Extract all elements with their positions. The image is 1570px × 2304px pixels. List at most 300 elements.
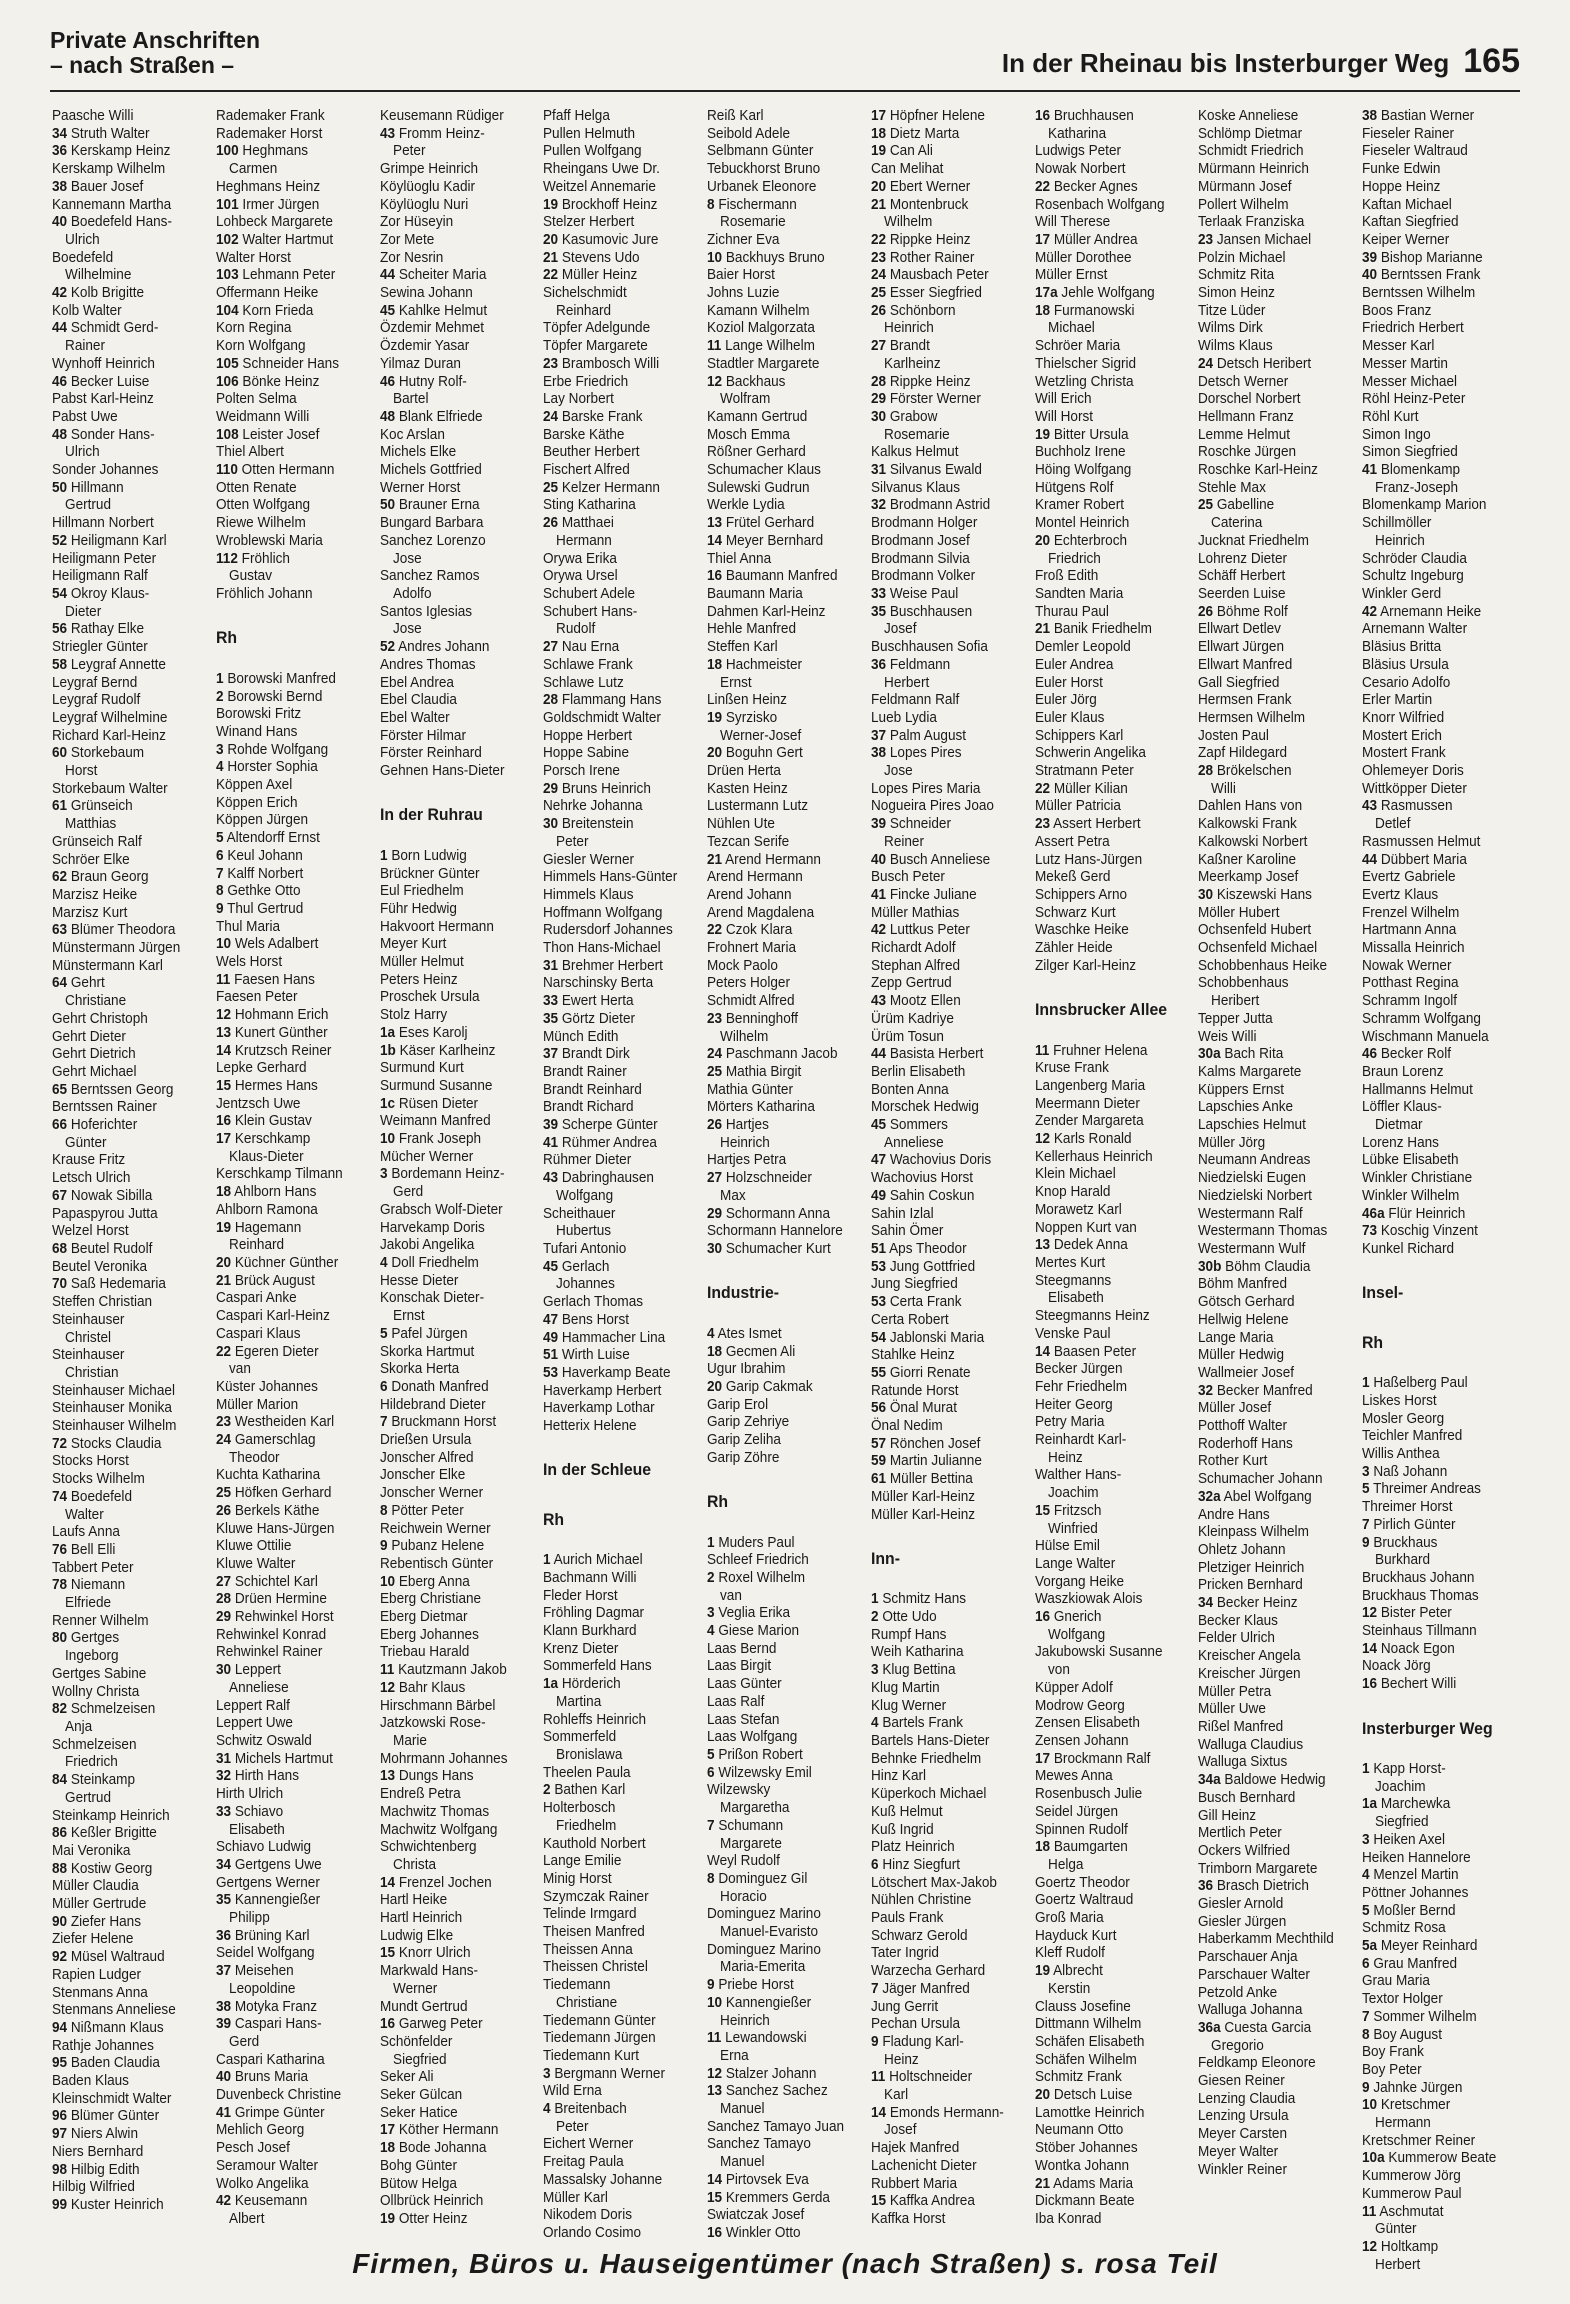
resident-entry: Leygraf Wilhelmine [52, 709, 168, 726]
resident-entry: Brandt Reinhard [543, 1081, 643, 1098]
house-number: 6 [379, 1378, 388, 1395]
house-number: 19 [1034, 426, 1050, 443]
resident-entry: Becker Jürgen [1034, 1361, 1123, 1378]
house-number: 35 [543, 1010, 559, 1027]
house-number: 42 [215, 2193, 231, 2210]
resident-entry: Thul Maria [215, 918, 280, 935]
resident-entry: Gall Siegfried [1198, 674, 1280, 691]
entry-continuation: Gertrud [65, 1789, 112, 1806]
resident-entry: 18 Baumgarten [1034, 1839, 1128, 1856]
resident-entry: Tiedemann [543, 1977, 611, 1994]
resident-entry: Müller Mathias [870, 904, 960, 921]
resident-entry: 8 Dominguez Gil [707, 1870, 808, 1887]
resident-entry: 102 Walter Hartmut [215, 231, 333, 248]
resident-entry: Stratmann Peter [1034, 763, 1134, 780]
resident-entry: Fieseler Rainer [1362, 125, 1455, 142]
resident-entry: Sommerfeld Hans [543, 1658, 652, 1675]
entry-continuation: Reinhard [556, 302, 612, 319]
resident-entry: 26 Schönborn [870, 302, 956, 319]
resident-entry: Kuß Helmut [870, 1803, 943, 1820]
resident-entry: Kalkowski Frank [1198, 816, 1298, 833]
resident-entry: Meyer Walter [1198, 2143, 1279, 2160]
house-number: 104 [215, 302, 239, 319]
resident-entry: 6 Wilzewsky Emil [707, 1764, 812, 1781]
resident-entry: 43 Fromm Heinz- [379, 125, 485, 142]
resident-entry: Dominguez Marino [707, 1906, 822, 1923]
resident-entry: Pabst Uwe [52, 408, 118, 425]
resident-entry: 23 Benninghoff [707, 1010, 799, 1027]
resident-entry: Wilms Dirk [1198, 320, 1264, 337]
resident-entry: Boos Franz [1362, 302, 1432, 319]
resident-entry: Brodmann Holger [870, 515, 978, 532]
resident-entry: Schmitz Rita [1198, 267, 1275, 284]
resident-entry: Santos Iglesias [379, 603, 472, 620]
resident-entry: 41 Rühmer Andrea [543, 1134, 658, 1151]
resident-entry: Sanchez Lorenzo [379, 532, 486, 549]
resident-entry: Steffen Karl [707, 639, 778, 656]
house-number: 1b [379, 1042, 396, 1059]
resident-entry: Erbe Friedrich [543, 373, 629, 390]
resident-entry: Goertz Theodor [1034, 1874, 1130, 1891]
resident-entry: Arend Magdalena [707, 904, 815, 921]
resident-entry: 1a Eses Karolj [379, 1024, 468, 1041]
resident-entry: Ollbrück Heinrich [379, 2193, 483, 2210]
house-number: 112 [215, 550, 238, 567]
house-number: 106 [215, 373, 239, 390]
spacer [1035, 1025, 1191, 1043]
resident-entry: Hehle Manfred [707, 621, 797, 638]
resident-entry: Scheithauer [543, 1205, 616, 1222]
house-number: 28 [215, 1591, 231, 1608]
resident-entry: Lepke Gerhard [215, 1060, 307, 1077]
resident-entry: Förster Hilmar [379, 727, 466, 744]
resident-entry: Hartmann Anna [1362, 922, 1457, 939]
house-number: 27 [707, 1170, 723, 1187]
resident-entry: Kummerow Paul [1362, 2185, 1462, 2202]
house-number: 43 [543, 1170, 559, 1187]
entry-continuation: Heinrich [1375, 532, 1426, 549]
resident-entry: Surmund Kurt [379, 1060, 464, 1077]
entry-continuation: Jose [883, 763, 913, 780]
resident-entry: 48 Sonder Hans- [52, 426, 155, 443]
resident-entry: Schleef Friedrich [707, 1552, 809, 1569]
house-number: 11 [215, 971, 231, 988]
resident-entry: Steinhauser Wilhelm [52, 1418, 177, 1435]
house-number: 54 [870, 1329, 887, 1346]
house-number: 40 [52, 214, 68, 231]
house-number: 32 [215, 1768, 231, 1785]
resident-entry: 14 Baasen Peter [1034, 1343, 1136, 1360]
resident-entry: Renner Wilhelm [52, 1612, 149, 1629]
house-number: 17 [870, 108, 887, 124]
resident-entry: 17 Brockmann Ralf [1034, 1750, 1151, 1767]
resident-entry: 7 Bruckmann Horst [379, 1414, 496, 1431]
resident-entry: 33 Ewert Herta [543, 993, 634, 1010]
house-number: 3 [215, 741, 224, 758]
resident-entry: Schumacher Johann [1198, 1471, 1323, 1488]
house-number: 72 [52, 1435, 68, 1452]
resident-entry: Heghmans Heinz [215, 178, 320, 195]
entry-continuation: Joachim [1047, 1485, 1099, 1502]
resident-entry: 53 Certa Frank [870, 1294, 962, 1311]
resident-entry: Wischmann Manuela [1362, 1028, 1489, 1045]
house-number: 16 [707, 568, 723, 585]
house-number: 22 [1034, 178, 1050, 195]
resident-entry: Wroblewski Maria [215, 532, 323, 549]
resident-entry: Sahin Ömer [870, 1223, 944, 1240]
house-number: 31 [870, 462, 887, 479]
entry-continuation: Günter [65, 1134, 107, 1151]
resident-entry: Will Erich [1034, 391, 1092, 408]
resident-entry: Kluwe Ottilie [215, 1538, 292, 1555]
house-number: 6 [870, 1856, 879, 1873]
resident-entry: Krenz Dieter [543, 1640, 619, 1657]
house-number: 14 [379, 1874, 395, 1891]
resident-entry: Seidel Jürgen [1034, 1803, 1118, 1820]
resident-entry: 11 Kautzmann Jakob [379, 1662, 507, 1679]
house-number: 7 [1362, 1516, 1370, 1533]
house-number: 11 [707, 338, 722, 355]
resident-entry: Stenmans Anna [52, 1984, 148, 2001]
directory-column [216, 108, 372, 2226]
resident-entry: Berntssen Wilhelm [1362, 285, 1476, 302]
resident-entry: Weitzel Annemarie [543, 178, 657, 195]
resident-entry: Mewes Anna [1034, 1768, 1113, 1785]
resident-entry: 100 Heghmans [215, 143, 308, 160]
resident-entry: Nikodem Doris [543, 2207, 633, 2224]
resident-entry: Euler Horst [1034, 674, 1103, 691]
house-number: 31 [543, 957, 559, 974]
resident-entry: 108 Leister Josef [215, 426, 320, 443]
resident-entry: 12 Karls Ronald [1034, 1131, 1132, 1148]
resident-entry: Zepp Gertrud [870, 975, 952, 992]
house-number: 39 [870, 816, 887, 833]
house-number: 46 [379, 373, 395, 390]
house-number: 2 [707, 1569, 715, 1586]
resident-entry: 30 Grabow [870, 408, 938, 425]
resident-entry: 10 Eberg Anna [379, 1573, 470, 1590]
resident-entry: Lange Walter [1034, 1555, 1115, 1572]
entry-continuation: Hubertus [556, 1223, 612, 1240]
resident-entry: Selbmann Günter [707, 143, 814, 160]
house-number: 45 [870, 1117, 887, 1134]
entry-continuation: Katharina [1047, 125, 1106, 142]
resident-entry: 7 Sommer Wilhelm [1362, 2008, 1477, 2025]
entry-continuation: Jose [392, 550, 422, 567]
resident-entry: 21 Stevens Udo [543, 249, 640, 266]
house-number: 7 [1362, 2008, 1370, 2025]
house-number: 17a [1034, 285, 1058, 302]
spacer [871, 1574, 1027, 1592]
house-number: 50 [379, 497, 395, 514]
resident-entry: Felder Ulrich [1198, 1630, 1276, 1647]
resident-entry: Winand Hans [215, 723, 298, 740]
resident-entry: Schröer Maria [1034, 338, 1120, 355]
house-number: 5 [1362, 1481, 1370, 1498]
resident-entry: Gill Heinz [1198, 1807, 1257, 1824]
house-number: 1 [870, 1591, 879, 1608]
resident-entry: Neumann Andreas [1198, 1152, 1311, 1169]
resident-entry: 25 Kelzer Hermann [543, 479, 661, 496]
header-right [1002, 42, 1520, 81]
resident-entry: Kolb Walter [52, 302, 122, 319]
resident-entry: Friedrich Herbert [1362, 320, 1465, 337]
house-number: 32 [870, 497, 887, 514]
house-number: 92 [52, 1949, 68, 1966]
entry-continuation: Detlef [1375, 816, 1411, 833]
house-number: 8 [1362, 2026, 1370, 2043]
resident-entry: 3 Heiken Axel [1362, 1831, 1446, 1848]
resident-entry: Wilms Klaus [1198, 338, 1274, 355]
resident-entry: Mock Paolo [707, 957, 779, 974]
resident-entry: Hoffmann Wolfgang [543, 904, 663, 921]
house-number: 13 [379, 1768, 395, 1785]
resident-entry: 6 Hinz Siegfurt [870, 1856, 960, 1873]
house-number: 20 [1034, 2087, 1050, 2104]
resident-entry: Klug Martin [870, 1679, 940, 1696]
resident-entry: Kalms Margarete [1198, 1063, 1302, 1080]
resident-entry: Seramour Walter [215, 2157, 318, 2174]
house-number: 22 [870, 231, 887, 248]
resident-entry: Polzin Michael [1198, 249, 1286, 266]
resident-entry: Nowak Norbert [1034, 161, 1126, 178]
resident-entry: Kuß Ingrid [870, 1821, 934, 1838]
spacer [1362, 1358, 1518, 1376]
resident-entry: Schlawe Lutz [543, 674, 625, 691]
resident-entry: 41 Fincke Juliane [870, 886, 977, 903]
house-number: 22 [215, 1343, 231, 1360]
resident-entry: Pletziger Heinrich [1198, 1559, 1305, 1576]
house-number: 15 [707, 2189, 723, 2206]
house-number: 24 [870, 267, 887, 284]
resident-entry: 103 Lehmann Peter [215, 267, 336, 284]
resident-entry: Nogueira Pires Joao [870, 798, 994, 815]
entry-continuation: Wilhelm [720, 1028, 769, 1045]
page-number: 165 [1463, 42, 1520, 80]
resident-entry: 17 Höpfner Helene [870, 108, 985, 124]
resident-entry: Busch Peter [870, 869, 945, 886]
resident-entry: Lenzing Ursula [1198, 2108, 1290, 2125]
resident-entry: Andres Thomas [379, 656, 476, 673]
resident-entry: Steinkamp Heinrich [52, 1807, 170, 1824]
footer-note: Firmen, Büros u. Hauseigentümer (nach Straßen) s. rosa Teil [352, 2248, 1218, 2279]
resident-entry: Feldkamp Eleonore [1198, 2055, 1317, 2072]
entry-continuation: Martina [556, 1693, 602, 1710]
resident-entry: Wetzling Christa [1034, 373, 1134, 390]
resident-entry: Lange Emilie [543, 1853, 622, 1870]
resident-entry: Berntssen Rainer [52, 1099, 157, 1116]
resident-entry: 44 Scheiter Maria [379, 267, 486, 284]
entry-continuation: Jose [392, 621, 422, 638]
resident-entry: Duvenbeck Christine [215, 2087, 342, 2104]
resident-entry: 2 Borowski Bernd [215, 688, 323, 705]
resident-entry: Schwitz Oswald [215, 1732, 312, 1749]
resident-entry: 61 Müller Bettina [870, 1471, 973, 1488]
house-number: 48 [379, 408, 395, 425]
resident-entry: Borowski Fritz [215, 706, 301, 723]
resident-entry: 4 Bartels Frank [870, 1715, 963, 1732]
resident-entry: Lübke Elisabeth [1362, 1152, 1459, 1169]
resident-entry: Hildebrand Dieter [379, 1396, 486, 1413]
resident-entry: Thurau Paul [1034, 603, 1109, 620]
resident-entry: Mostert Frank [1362, 745, 1446, 762]
resident-entry: 22 Czok Klara [707, 922, 793, 939]
house-number: 96 [52, 2108, 68, 2125]
house-number: 20 [870, 178, 887, 195]
resident-entry: 1a Hörderich [543, 1676, 622, 1693]
resident-entry: Telinde Irmgard [543, 1906, 637, 1923]
spacer [1362, 1259, 1518, 1277]
resident-entry: Hallmanns Helmut [1362, 1081, 1474, 1098]
house-number: 34 [1198, 1595, 1214, 1612]
resident-entry: Theissen Christel [543, 1959, 649, 1976]
resident-entry: 9 Priebe Horst [707, 1977, 794, 1994]
resident-entry: Schiavo Ludwig [215, 1839, 311, 1856]
house-number: 102 [215, 231, 239, 248]
house-number: 8 [707, 1870, 715, 1887]
resident-entry: 19 Albrecht [1034, 1963, 1103, 1980]
resident-entry: Steegmanns [1034, 1272, 1111, 1289]
resident-entry: Teichler Manfred [1362, 1428, 1463, 1445]
house-number: 36 [870, 656, 887, 673]
entry-continuation: Margaretha [720, 1800, 790, 1817]
resident-entry: 5 Altendorff Ernst [215, 830, 320, 847]
resident-entry: Rubbert Maria [870, 2175, 957, 2192]
resident-entry: 19 Bitter Ursula [1034, 426, 1129, 443]
house-number: 14 [215, 1042, 231, 1059]
resident-entry: 50 Brauner Erna [379, 497, 480, 514]
resident-entry: Tater Ingrid [870, 1945, 939, 1962]
house-number: 35 [215, 1892, 231, 1909]
house-number: 9 [215, 900, 224, 917]
house-number: 27 [543, 639, 559, 656]
resident-entry: Ockers Wilfried [1198, 1842, 1291, 1859]
resident-entry: 7 Pirlich Günter [1362, 1516, 1456, 1533]
house-number: 7 [870, 1980, 879, 1997]
resident-entry: Nühlen Ute [707, 816, 776, 833]
resident-entry: Tepper Jutta [1198, 1010, 1274, 1027]
resident-entry: Rehwinkel Rainer [215, 1644, 323, 1661]
house-number: 21 [870, 196, 887, 213]
resident-entry: 26 Böhme Rolf [1198, 603, 1289, 620]
entry-continuation: Peter [556, 2118, 589, 2135]
house-number: 26 [543, 515, 559, 532]
resident-entry: Niers Bernhard [52, 2143, 144, 2160]
resident-entry: Sting Katharina [543, 497, 637, 514]
resident-entry: Fleder Horst [543, 1587, 619, 1604]
resident-entry: Schippers Arno [1034, 886, 1127, 903]
house-number: 1 [215, 670, 224, 687]
resident-entry: Leygraf Rudolf [52, 692, 141, 709]
house-number: 41 [870, 886, 887, 903]
resident-entry: Euler Jörg [1034, 692, 1097, 709]
resident-entry: 12 Bahr Klaus [379, 1679, 465, 1696]
resident-entry: Kramer Robert [1034, 497, 1124, 514]
resident-entry: 104 Korn Frieda [215, 302, 314, 319]
resident-entry: Müller Josef [1198, 1400, 1272, 1417]
resident-entry: Seker Hatice [379, 2104, 458, 2121]
resident-entry: Threimer Horst [1362, 1499, 1453, 1516]
house-number: 76 [52, 1541, 68, 1558]
resident-entry: Steinhauser Michael [52, 1382, 175, 1399]
house-number: 43 [379, 125, 395, 142]
resident-entry: Reiß Karl [707, 108, 764, 124]
resident-entry: 1 Muders Paul [707, 1534, 795, 1551]
resident-entry: Sewina Johann [379, 285, 473, 302]
resident-entry: 11 Faesen Hans [215, 971, 315, 988]
resident-entry: Drießen Ursula [379, 1432, 471, 1449]
resident-entry: 42 Kolb Brigitte [52, 285, 145, 302]
resident-entry: Götsch Gerhard [1198, 1294, 1296, 1311]
resident-entry: Ochsenfeld Hubert [1198, 922, 1312, 939]
entry-continuation: Willi [1211, 780, 1237, 797]
resident-entry: Mai Veronika [52, 1842, 131, 1859]
resident-entry: Dominguez Marino [707, 1941, 822, 1958]
resident-entry: 22 Rippke Heinz [870, 231, 971, 248]
resident-entry: Caspari Katharina [215, 2051, 325, 2068]
resident-entry: Kunkel Richard [1362, 1241, 1455, 1257]
entry-continuation: Marie [392, 1732, 427, 1749]
resident-entry: Thon Hans-Michael [543, 940, 662, 957]
resident-entry: Hirth Ulrich [215, 1786, 283, 1803]
entry-continuation: Hermann [1375, 2115, 1432, 2132]
house-number: 15 [1034, 1502, 1050, 1519]
resident-entry: Schillmöller [1362, 515, 1432, 532]
house-number: 46 [52, 373, 68, 390]
resident-entry: Töpfer Margarete [543, 338, 649, 355]
resident-entry: 36a Cuesta Garcia [1198, 2019, 1312, 2036]
resident-entry: 23 Assert Herbert [1034, 816, 1141, 833]
house-number: 12 [707, 2065, 723, 2082]
resident-entry: Rühmer Dieter [543, 1152, 632, 1169]
resident-entry: 41 Grimpe Günter [215, 2104, 325, 2121]
house-number: 46 [1362, 1046, 1378, 1063]
resident-entry: 13 Dungs Hans [379, 1768, 474, 1785]
resident-entry: 62 Braun Georg [52, 869, 149, 886]
resident-entry: Schmitz Frank [1034, 2069, 1122, 2086]
resident-entry: Becker Klaus [1198, 1612, 1279, 1629]
resident-entry: Mostert Erich [1362, 727, 1443, 744]
resident-entry: Gehrt Christoph [52, 1010, 148, 1027]
resident-entry: 19 Hagemann [215, 1219, 302, 1236]
entry-continuation: Wolfram [720, 391, 771, 408]
house-number: 44 [379, 267, 395, 284]
house-number: 80 [52, 1630, 68, 1647]
resident-entry: 74 Boedefeld [52, 1488, 133, 1505]
resident-entry: Böhm Manfred [1198, 1276, 1288, 1293]
house-number: 9 [379, 1538, 388, 1555]
entry-continuation: Kerstin [1047, 1980, 1090, 1997]
house-number: 8 [379, 1502, 388, 1519]
resident-entry: Grau Maria [1362, 1973, 1431, 1990]
resident-entry: Richardt Adolf [870, 940, 956, 957]
resident-entry: 4 Giese Marion [707, 1623, 800, 1640]
resident-entry: Kreischer Jürgen [1198, 1665, 1302, 1682]
resident-entry: Steinhauser Monika [52, 1400, 172, 1417]
resident-entry: Klug Werner [870, 1697, 947, 1714]
resident-entry: Buschhausen Sofia [870, 639, 988, 656]
resident-entry: 1c Rüsen Dieter [379, 1095, 478, 1112]
resident-entry: 47 Wachovius Doris [870, 1152, 992, 1169]
resident-entry: Sanchez Tamayo Juan [707, 2118, 845, 2135]
house-number: 4 [1362, 1867, 1370, 1884]
resident-entry: Warzecha Gerhard [870, 1963, 986, 1980]
resident-entry: 46 Hutny Rolf- [379, 373, 467, 390]
resident-entry: 36 Kerskamp Heinz [52, 143, 171, 160]
house-number: 22 [543, 267, 559, 284]
resident-entry: 29 Rehwinkel Horst [215, 1609, 334, 1626]
entry-continuation: Leopoldine [228, 1980, 296, 1997]
